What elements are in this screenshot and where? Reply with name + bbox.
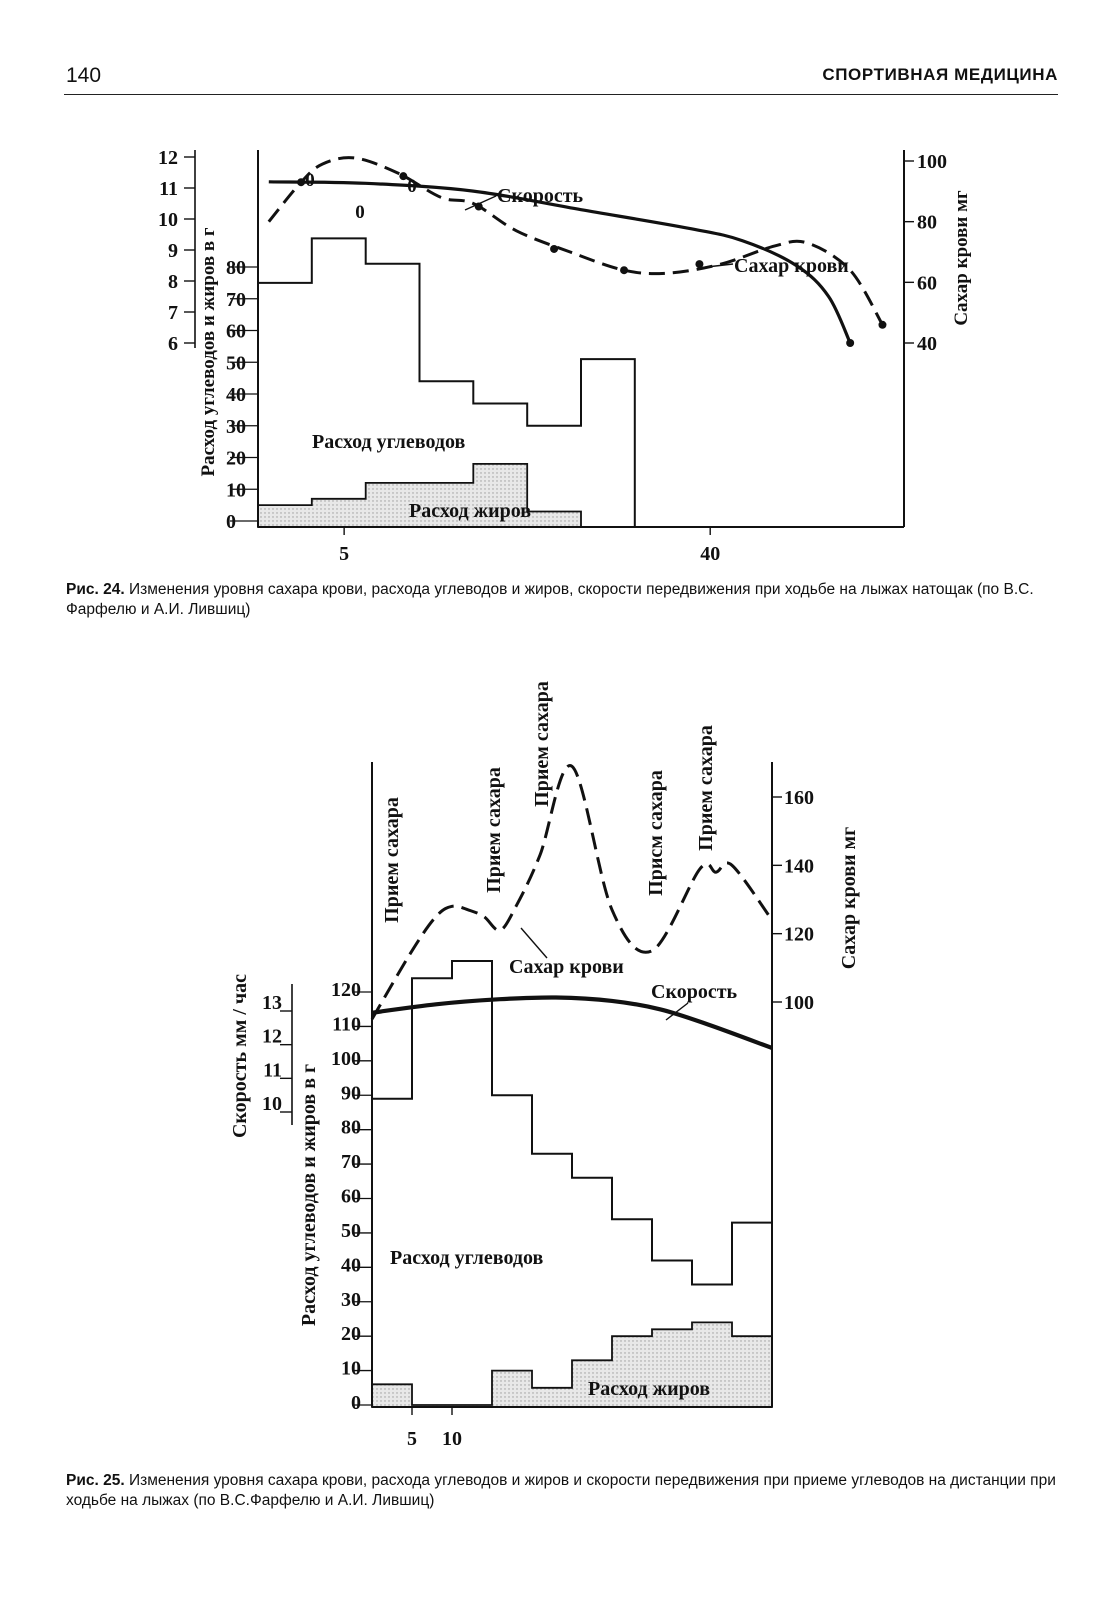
inner-left-tick-label: 60	[226, 320, 246, 343]
left-tick-label: 30	[341, 1288, 361, 1311]
figure-24-caption	[66, 580, 1058, 620]
speed-series-label: Скорость	[497, 185, 584, 207]
running-title: СПОРТИВНАЯ МЕДИЦИНА	[822, 65, 1058, 84]
left-tick-label: 110	[332, 1013, 361, 1036]
left-tick-label: 70	[341, 1151, 361, 1174]
speed-axis-label: Скорость мм / час	[229, 973, 251, 1139]
right-tick-label: 120	[784, 923, 814, 946]
inner-left-tick-label: 80	[226, 257, 246, 279]
left-tick-label: 60	[341, 1185, 361, 1208]
inner-left-tick-label: 20	[226, 447, 246, 470]
outer-left-tick-label: 6	[168, 333, 178, 355]
left-tick-label: 90	[341, 1082, 361, 1105]
inner-left-tick-label: 50	[226, 352, 246, 375]
figure-24-caption-text: Изменения уровня сахара крови, расхода углеводов и жиров, скорости передвижения при ходьбе на лыжах натощак (по В.С. Фарфелю и А.И. Лившиц)	[66, 581, 1034, 618]
left-tick-label: 100	[331, 1047, 361, 1070]
left-tick-label: 0	[351, 1392, 361, 1414]
left-tick-label: 80	[341, 1116, 361, 1139]
sugar-intake-annotation: Присм сахара	[645, 770, 667, 896]
right-tick-label: 140	[784, 855, 814, 878]
speed-tick-label: 11	[263, 1059, 282, 1082]
fat-series-label: Расход жиров	[409, 500, 532, 522]
carbohydrate-series-label: Расход углеводов	[390, 1247, 544, 1269]
blood-sugar-label-leader	[521, 928, 547, 958]
point-label: 0	[355, 202, 365, 223]
outer-left-tick-label: 11	[159, 178, 178, 200]
sugar-intake-annotation: Прием сахара	[531, 681, 553, 807]
right-axis-label: Сахар крови мг	[838, 826, 860, 970]
left-tick-label: 20	[341, 1323, 361, 1346]
speed-tick-label: 13	[262, 992, 282, 1014]
sugar-intake-annotation: Прием сахара	[381, 797, 403, 923]
x-tick-label: 5	[339, 543, 350, 565]
right-tick-label: 40	[917, 333, 937, 355]
inner-left-tick-label: 30	[226, 415, 246, 438]
outer-left-tick-label: 12	[158, 147, 178, 169]
carbohydrate-consumption-line	[372, 961, 772, 1285]
outer-left-tick-label: 10	[158, 209, 178, 231]
right-tick-label: 160	[784, 787, 814, 809]
inner-left-axis-label: Расход углеводов и жиров в г	[198, 227, 219, 477]
x-tick-label: 5	[407, 1428, 417, 1450]
x-tick-label: 10	[442, 1428, 462, 1450]
left-tick-label: 10	[341, 1357, 361, 1380]
right-tick-label: 80	[917, 211, 937, 234]
point-label: 0	[407, 176, 417, 197]
figure-25-caption-text: Изменения уровня сахара крови, расхода углеводов и жиров и скорости передвижения при приеме углеводов на дистанции при ходьбе на лыжах (по В.С.Фарфелю и А.И. Лившиц)	[66, 1472, 1056, 1509]
speed-tick-label: 12	[262, 1025, 282, 1048]
x-tick-label: 40	[700, 543, 721, 565]
right-axis-label: Сахар крови мг	[951, 190, 972, 326]
right-tick-label: 100	[917, 151, 947, 173]
blood-sugar-series-label: Сахар крови	[509, 956, 624, 978]
speed-tick-label: 10	[262, 1093, 282, 1115]
inner-left-tick-label: 0	[226, 511, 236, 533]
inner-left-tick-label: 40	[226, 384, 246, 406]
point-label: 0	[305, 170, 315, 191]
carbohydrate-series-label: Расход углеводов	[312, 431, 466, 453]
speed-curve	[372, 997, 772, 1048]
speed-series-label: Скорость	[651, 981, 738, 1003]
figure-24-label: Рис. 24.	[66, 581, 125, 598]
left-tick-label: 50	[341, 1219, 361, 1242]
right-tick-label: 100	[784, 992, 814, 1014]
outer-left-tick-label: 7	[168, 302, 178, 324]
left-tick-label: 120	[331, 979, 361, 1001]
page-number: 140	[66, 64, 102, 87]
right-tick-label: 60	[917, 272, 937, 295]
fat-consumption-area	[372, 1322, 772, 1407]
sugar-intake-annotation: Прием сахара	[695, 725, 717, 851]
fat-series-label: Расход жиров	[588, 1378, 711, 1400]
outer-left-tick-label: 9	[168, 240, 178, 262]
blood-sugar-series-label: Сахар крови	[734, 255, 849, 277]
outer-left-tick-label: 8	[168, 271, 178, 293]
left-axis-label: Расход углеводов и жиров в г	[298, 1063, 320, 1327]
figure-25-label: Рис. 25.	[66, 1472, 125, 1489]
inner-left-tick-label: 10	[226, 479, 246, 502]
left-tick-label: 40	[341, 1254, 361, 1277]
sugar-intake-annotation: Прием сахара	[483, 767, 505, 893]
figure-25-caption	[66, 1471, 1058, 1511]
inner-left-tick-label: 70	[226, 288, 246, 311]
